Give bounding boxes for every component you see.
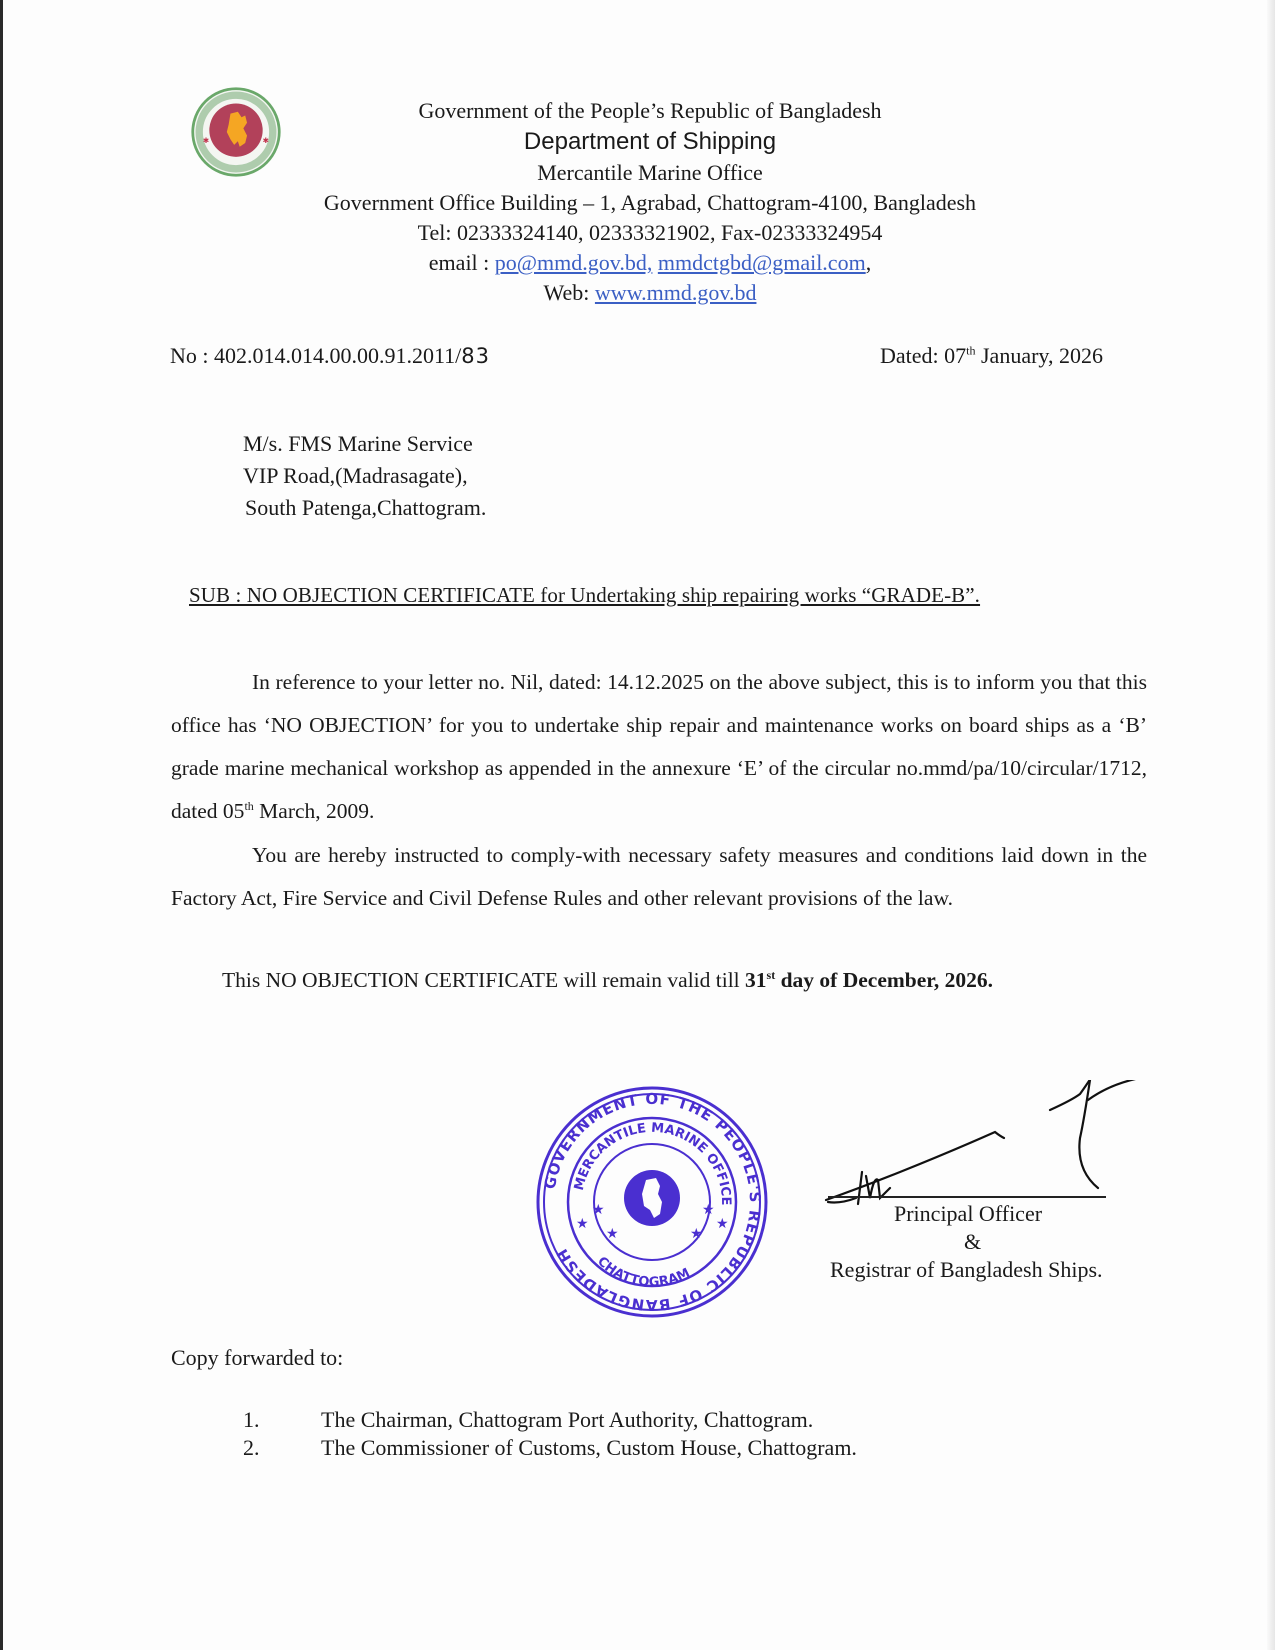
office-address: Government Office Building – 1, Agrabad, Chattogram-4100, Bangladesh — [323, 190, 977, 215]
svg-text:MERCANTILE MARINE OFFICE: MERCANTILE MARINE OFFICE — [571, 1120, 734, 1206]
copy-forwarded-list — [243, 1406, 857, 1462]
body-paragraph-1 — [171, 661, 1147, 833]
web-line — [250, 278, 1050, 308]
signatory-role: Registrar of Bangladesh Ships. — [830, 1257, 1103, 1282]
svg-text:✱: ✱ — [262, 136, 269, 146]
svg-text:GOVERNMENT OF THE PEOPLE'S REP: GOVERNMENT OF THE PEOPLE'S REPUBLIC OF BANGLADESH — [540, 1089, 765, 1315]
list-item — [243, 1406, 857, 1434]
scan-edge-left — [0, 0, 3, 1650]
signature-line — [828, 1196, 1106, 1198]
list-item — [243, 1434, 857, 1462]
svg-text:★: ★ — [576, 1216, 589, 1232]
date-rest: January, 2026 — [975, 343, 1103, 368]
email-line — [250, 248, 1050, 278]
web-label: Web: — [543, 280, 595, 305]
reference-handwritten-number: 83 — [461, 344, 491, 368]
reference-number — [170, 343, 490, 369]
para1-text: In reference to your letter no. Nil, dated: 14.12.2025 on the above subject, this is to inform you that this office has ‘NO OBJECTION’ for you to undertake ship repair and maintenance works on board ships as a ‘B’ grade marine mechanical workshop as appended in the annexure ‘E’ of the circular no.mmd/pa/10/circular/1712, dated 05 — [171, 670, 1147, 823]
signatory-ampersand: & — [964, 1229, 982, 1254]
list-item-text: The Chairman, Chattogram Port Authority, Chattogram. — [321, 1407, 814, 1432]
addressee-street: VIP Road,(Madrasagate), — [243, 463, 468, 488]
subject-line: SUB : NO OBJECTION CERTIFICATE for Undertaking ship repairing works “GRADE-B”. — [189, 583, 981, 607]
date-suffix: th — [966, 343, 976, 358]
letter-date — [880, 343, 1103, 369]
signatory-block — [830, 1200, 1150, 1284]
svg-text:✱: ✱ — [202, 136, 210, 146]
department-name: Department of Shipping — [523, 128, 777, 155]
svg-text:CHATTOGRAM: CHATTOGRAM — [594, 1254, 693, 1291]
validity-day: 31 — [745, 968, 767, 992]
validity-text: This NO OBJECTION CERTIFICATE will remain valid till — [222, 968, 746, 992]
government-name: Government of the People’s Republic of Bangladesh — [418, 98, 882, 123]
copy-forwarded-label: Copy forwarded to: — [171, 1345, 344, 1370]
email-trail: , — [865, 250, 872, 275]
svg-text:★: ★ — [592, 1202, 605, 1218]
telephone-fax: Tel: 02333324140, 02333321902, Fax-02333324954 — [417, 220, 883, 245]
validity-rest: day of December, 2026. — [775, 968, 993, 992]
svg-text:★: ★ — [606, 1226, 619, 1242]
body-paragraph-3 — [222, 968, 993, 993]
email-link-mmdctgbd[interactable]: mmdctgbd@gmail.com — [657, 250, 866, 275]
svg-text:★: ★ — [702, 1202, 715, 1218]
addressee-name: M/s. FMS Marine Service — [243, 431, 473, 456]
date-label: Dated: 07 — [880, 343, 967, 368]
list-item-text: The Commissioner of Customs, Custom House, Chattogram. — [321, 1435, 857, 1460]
svg-text:★: ★ — [716, 1216, 729, 1232]
addressee-city: South Patenga,Chattogram. — [245, 495, 487, 520]
validity-date — [745, 968, 993, 992]
web-link[interactable]: www.mmd.gov.bd — [594, 280, 757, 305]
list-item-number: 2. — [243, 1435, 260, 1460]
office-name: Mercantile Marine Office — [537, 160, 763, 185]
body-paragraph-2: You are hereby instructed to comply-with necessary safety measures and conditions laid down in the Factory Act, Fire Service and Civil Defense Rules and other relevant provisions of the law. — [171, 843, 1147, 910]
addressee-block — [243, 428, 486, 524]
reference-number-text: No : 402.014.014.00.00.91.2011/ — [170, 343, 462, 368]
scan-edge-right — [1267, 0, 1275, 1650]
email-link-po[interactable]: po@mmd.gov.bd, — [494, 250, 653, 275]
email-label: email : — [428, 250, 495, 275]
para1-text-end: March, 2009. — [253, 799, 375, 823]
validity-suffix: st — [766, 967, 776, 982]
letterhead — [250, 96, 1050, 308]
list-item-number: 1. — [243, 1407, 260, 1432]
para1-suffix: th — [244, 798, 254, 813]
signatory-title: Principal Officer — [894, 1201, 1043, 1226]
official-seal-stamp — [532, 1082, 772, 1322]
svg-text:★: ★ — [690, 1226, 703, 1242]
